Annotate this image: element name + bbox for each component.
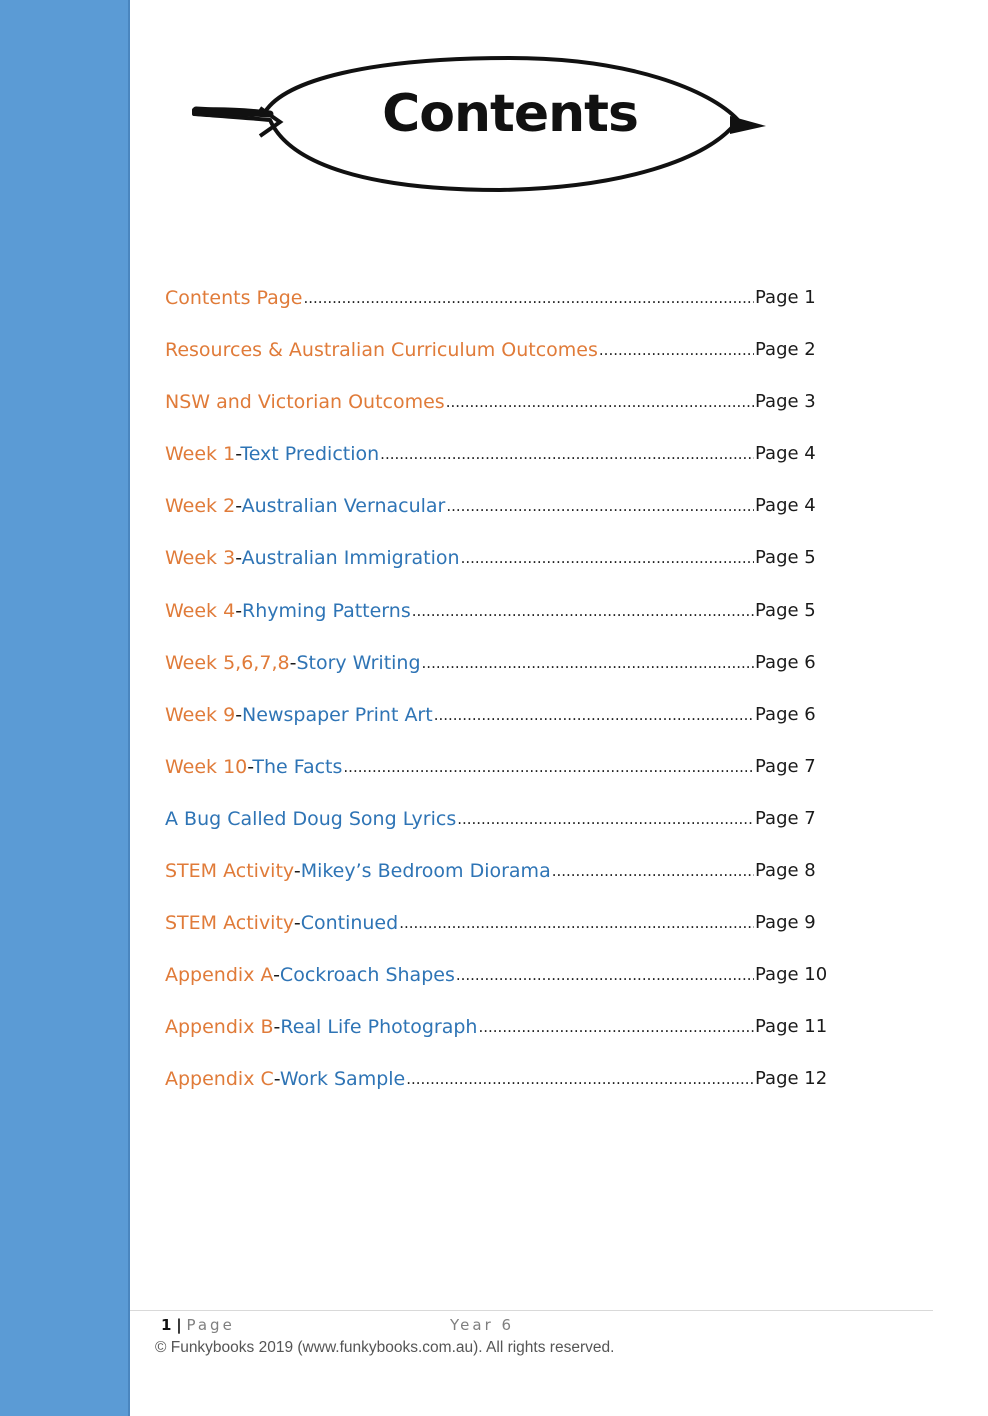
toc-entry-title-part: Appendix B [165, 1016, 274, 1039]
toc-dot-leader [412, 596, 754, 626]
toc-dot-leader [461, 543, 754, 573]
toc-entry[interactable] [165, 387, 835, 439]
toc-entry-title-part: Week 1 [165, 443, 236, 466]
page-number: 1 [161, 1316, 172, 1334]
toc-entry-title-part: Rhyming Patterns [242, 599, 411, 622]
toc-entry-title-part: - [235, 443, 241, 466]
toc-entry-title-part: Australian Immigration [241, 547, 460, 570]
toc-entry-page: Page 3 [755, 391, 816, 413]
toc-entry-title-part: NSW and Victorian Outcomes [165, 391, 445, 414]
toc-entry-title-part: Appendix A [165, 964, 274, 987]
toc-dot-leader [399, 908, 754, 938]
toc-dot-leader [422, 648, 754, 678]
toc-entry-title-part: - [293, 912, 301, 935]
toc-entry-page: Page 5 [755, 599, 816, 621]
toc-entry-title [165, 856, 551, 886]
toc-entry-title-part: The Facts [252, 755, 343, 778]
toc-entry-title-part: Cockroach Shapes [279, 964, 455, 987]
toc-dot-leader [406, 1064, 754, 1094]
toc-entry[interactable] [165, 804, 835, 856]
toc-entry-page: Page 2 [755, 339, 816, 361]
toc-entry-title-part: Week 4 [165, 599, 236, 622]
footer-divider [130, 1310, 933, 1311]
toc-entry-title [165, 648, 421, 678]
toc-entry-title-part: - [273, 1016, 281, 1039]
toc-entry-title [165, 960, 455, 990]
toc-entry-title-part: - [247, 755, 253, 778]
toc-entry-title [165, 491, 445, 521]
toc-entry[interactable] [165, 439, 835, 491]
toc-entry-page: Page 7 [755, 755, 816, 777]
toc-entry-title-part: Mikey’s Bedroom Diorama [300, 860, 551, 883]
toc-dot-leader [446, 491, 754, 521]
toc-entry-title-part: STEM Activity [165, 912, 294, 935]
page-separator: | [176, 1316, 182, 1334]
toc-entry[interactable] [165, 543, 835, 595]
toc-dot-leader [380, 439, 754, 469]
toc-entry-title-part: Resources & Australian Curriculum Outcomes [165, 339, 598, 362]
table-of-contents [165, 283, 835, 1117]
toc-entry-title-part: Newspaper Print Art [242, 703, 433, 726]
toc-dot-leader [434, 700, 754, 730]
toc-entry-title [165, 700, 433, 730]
toc-entry-title-part: Real Life Photograph [280, 1016, 478, 1039]
toc-dot-leader [456, 960, 754, 990]
toc-entry[interactable] [165, 648, 835, 700]
toc-entry-page: Page 6 [755, 651, 816, 673]
toc-entry-title-part: - [289, 651, 297, 674]
page-word: Page [186, 1316, 235, 1334]
toc-entry-title [165, 804, 456, 834]
toc-entry[interactable] [165, 596, 835, 648]
toc-entry-title-part: - [235, 495, 242, 518]
toc-entry-title-part: Text Prediction [240, 443, 380, 466]
toc-entry-title-part: - [235, 547, 242, 570]
toc-entry-page: Page 8 [755, 860, 816, 882]
toc-entry-title [165, 596, 411, 626]
footer-copyright: © Funkybooks 2019 (www.funkybooks.com.au). All rights reserved. [155, 1339, 615, 1356]
toc-dot-leader [343, 752, 754, 782]
toc-entry[interactable] [165, 1012, 835, 1064]
toc-entry-title-part: Story Writing [296, 651, 421, 674]
page-title: Contents [382, 84, 638, 144]
toc-entry-title [165, 908, 398, 938]
toc-entry-title [165, 439, 379, 469]
toc-entry[interactable] [165, 335, 835, 387]
toc-entry-title-part: - [235, 703, 243, 726]
toc-entry-page: Page 11 [755, 1016, 828, 1038]
left-margin-bar [0, 0, 130, 1416]
toc-entry-title-part: Continued [300, 912, 399, 935]
toc-entry[interactable] [165, 283, 835, 335]
footer-page-number [161, 1316, 235, 1334]
toc-dot-leader [304, 283, 755, 313]
toc-entry-title [165, 543, 460, 573]
toc-entry-title-part: Week 10 [165, 755, 248, 778]
toc-entry-page: Page 4 [755, 443, 816, 465]
footer-year: Year 6 [450, 1316, 515, 1334]
toc-entry-title-part: - [273, 1068, 280, 1091]
toc-entry-title-part: Australian Vernacular [241, 495, 446, 518]
toc-entry-title-part: - [273, 964, 280, 987]
toc-entry-title-part: Week 3 [165, 547, 236, 570]
toc-entry-title-part: STEM Activity [165, 860, 294, 883]
toc-entry-title-part: A Bug Called Doug Song Lyrics [165, 807, 457, 830]
toc-entry-title [165, 752, 342, 782]
toc-entry[interactable] [165, 908, 835, 960]
toc-entry[interactable] [165, 491, 835, 543]
toc-entry-title-part: Week 5,6,7,8 [165, 651, 290, 674]
toc-entry-title-part: Appendix C [165, 1068, 274, 1091]
toc-entry-page: Page 1 [755, 287, 816, 308]
toc-entry-title-part: - [293, 860, 301, 883]
toc-entry-title [165, 1064, 405, 1094]
toc-entry-title-part: Week 2 [165, 495, 236, 518]
toc-entry-title-part: Contents Page [165, 287, 303, 309]
toc-entry-title-part: - [235, 599, 243, 622]
toc-entry-title [165, 335, 598, 365]
toc-entry-page: Page 4 [755, 495, 816, 517]
toc-entry-page: Page 12 [755, 1068, 828, 1090]
toc-entry[interactable] [165, 1064, 835, 1116]
toc-dot-leader [446, 387, 754, 417]
toc-entry-title [165, 1012, 477, 1042]
toc-entry-title-part: Work Sample [279, 1068, 406, 1091]
toc-entry-page: Page 5 [755, 547, 816, 569]
toc-entry-page: Page 6 [755, 703, 816, 725]
toc-entry-title-part: Week 9 [165, 703, 236, 726]
toc-entry-title [165, 387, 445, 417]
toc-entry-page: Page 10 [755, 964, 828, 986]
toc-dot-leader [599, 335, 754, 365]
toc-dot-leader [478, 1012, 754, 1042]
toc-entry-title [165, 283, 303, 313]
toc-dot-leader [457, 804, 754, 834]
toc-entry-page: Page 9 [755, 912, 816, 934]
toc-entry[interactable] [165, 960, 835, 1012]
toc-entry-page: Page 7 [755, 807, 816, 829]
toc-entry[interactable] [165, 856, 835, 908]
toc-entry[interactable] [165, 752, 835, 804]
toc-entry[interactable] [165, 700, 835, 752]
toc-dot-leader [552, 856, 754, 886]
